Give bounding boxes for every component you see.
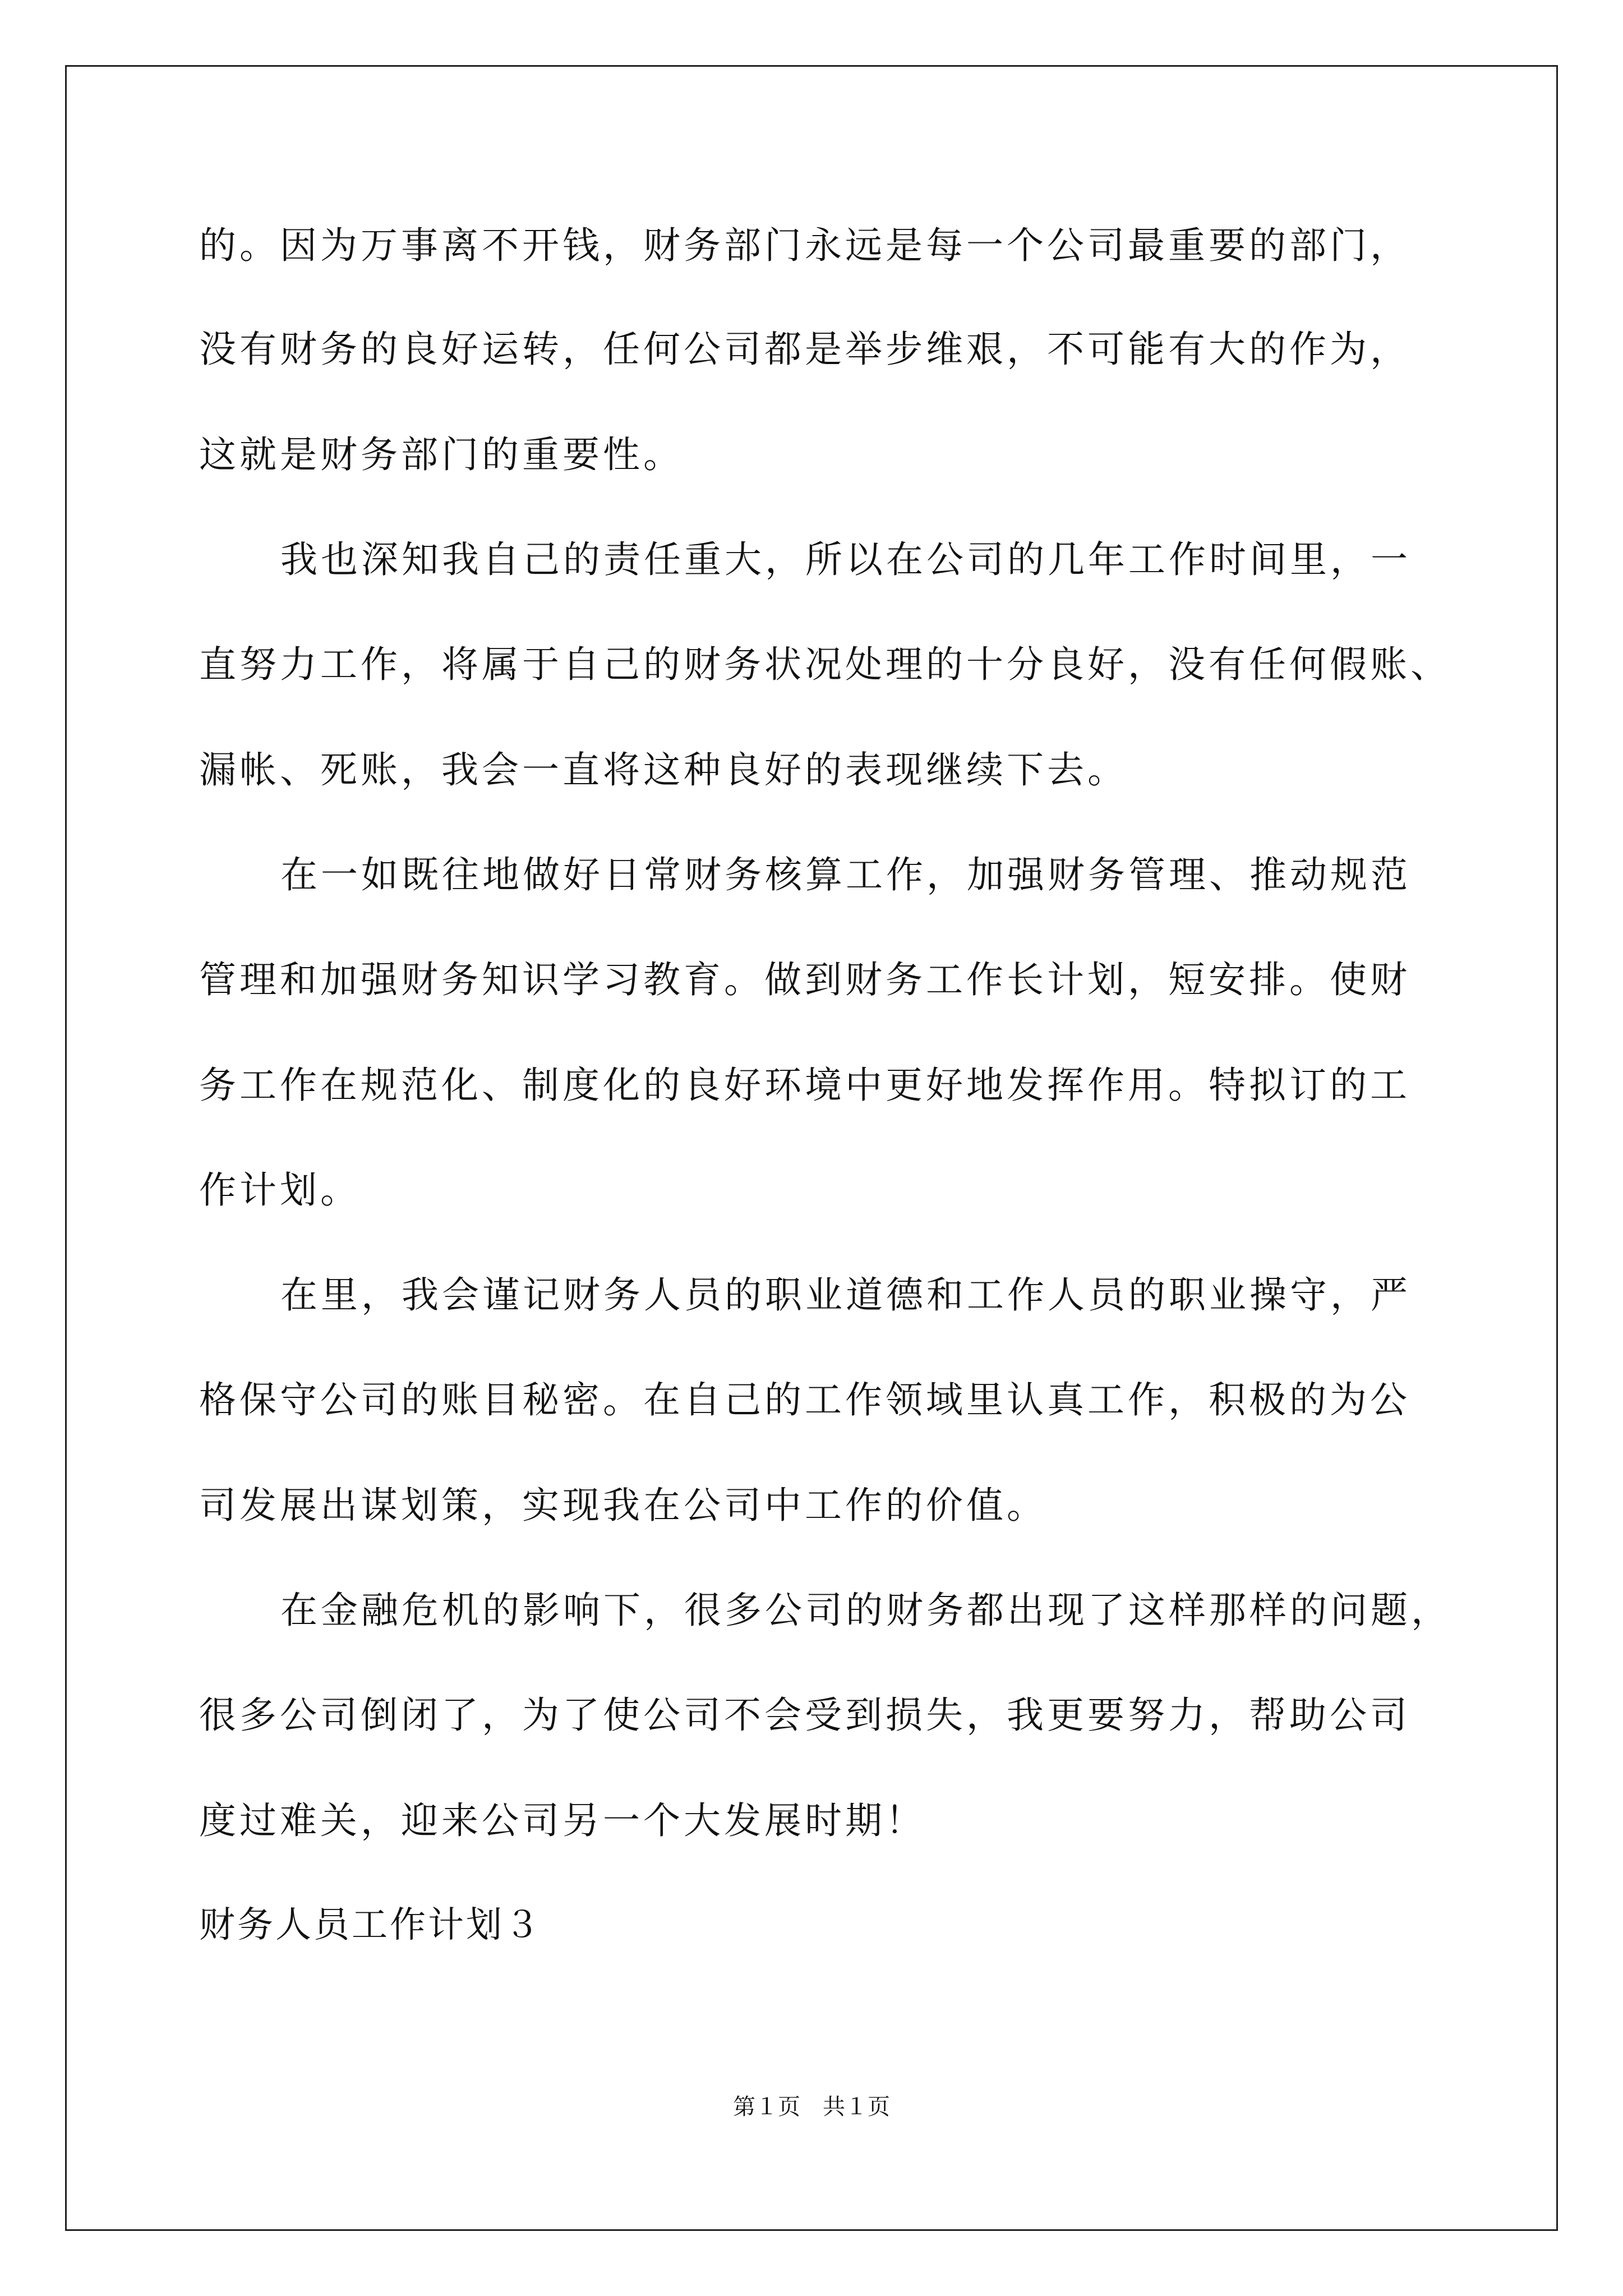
paragraph-line: 很多公司倒闭了，为了使公司不会受到损失，我更要努力，帮助公司: [199, 1694, 1410, 1737]
paragraph-line: 管理和加强财务知识学习教育。做到财务工作长计划，短安排。使财: [199, 958, 1410, 1001]
paragraph-line: 没有财务的良好运转，任何公司都是举步维艰，不可能有大的作为，: [199, 328, 1410, 371]
paragraph-line: 直努力工作，将属于自己的财务状况处理的十分良好，没有任何假账、: [199, 643, 1451, 686]
section-heading: 财务人员工作计划３: [199, 1904, 542, 1946]
paragraph-line: 格保守公司的账目秘密。在自己的工作领域里认真工作，积极的为公: [199, 1378, 1410, 1421]
paragraph-line: 在里，我会谨记财务人员的职业道德和工作人员的职业操守，严: [280, 1273, 1411, 1317]
paragraph-line: 在一如既往地做好日常财务核算工作，加强财务管理、推动规范: [280, 853, 1411, 896]
paragraph-line: 作计划。: [199, 1168, 361, 1212]
paragraph-line: 这就是财务部门的重要性。: [199, 433, 684, 476]
paragraph-line: 漏帐、死账，我会一直将这种良好的表现继续下去。: [199, 748, 1128, 792]
paragraph-line: 的。因为万事离不开钱，财务部门永远是每一个公司最重要的部门，: [199, 224, 1410, 267]
paragraph-line: 度过难关，迎来公司另一个大发展时期！: [199, 1799, 926, 1842]
paragraph-line: 司发展出谋划策，实现我在公司中工作的价值。: [199, 1484, 1047, 1527]
paragraph-line: 我也深知我自己的责任重大，所以在公司的几年工作时间里，一: [280, 538, 1411, 581]
page-footer: 第１页 共１页: [733, 2094, 890, 2120]
paragraph-line: 在金融危机的影响下，很多公司的财务都出现了这样那样的问题，: [280, 1589, 1451, 1632]
paragraph-line: 务工作在规范化、制度化的良好环境中更好地发挥作用。特拟订的工: [199, 1064, 1410, 1107]
